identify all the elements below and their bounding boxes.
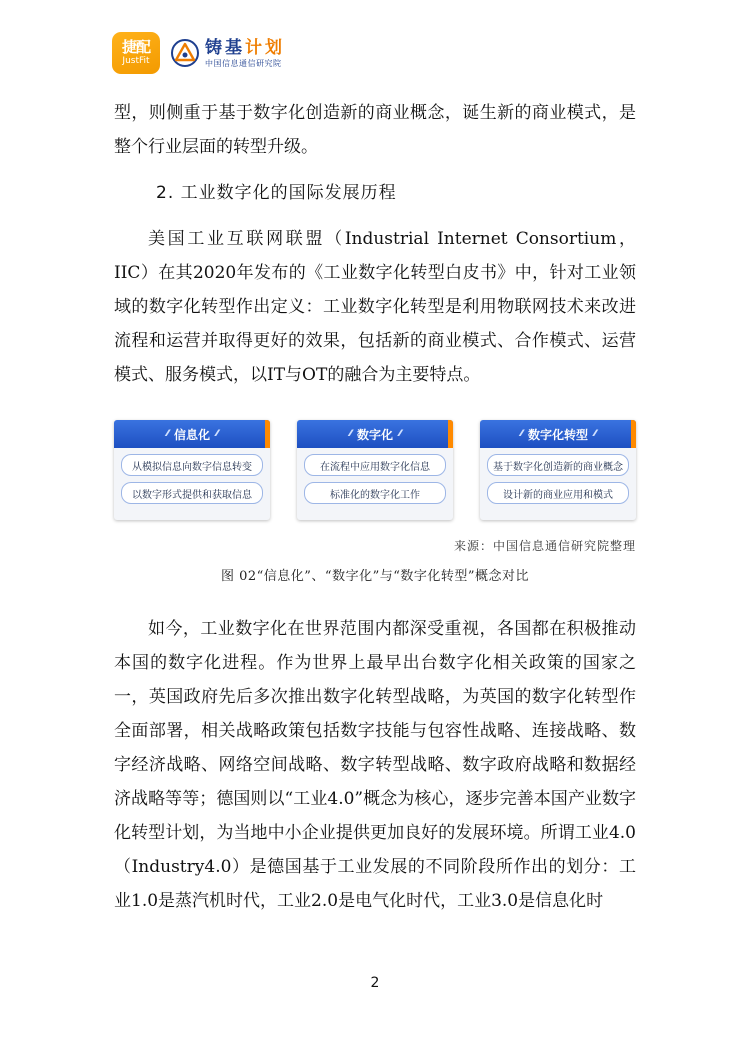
card-item: 标准化的数字化工作: [304, 482, 446, 504]
deco-lines-icon: ⁄⁄⁄: [520, 429, 522, 439]
section-heading: 2. 工业数字化的国际发展历程: [156, 183, 397, 203]
card-title: 信息化: [173, 427, 210, 442]
page-header: [112, 30, 285, 76]
card-header: [480, 420, 636, 448]
card-digitization: [297, 420, 453, 520]
justfit-logo-cn: 捷配: [121, 38, 150, 56]
zhuji-subtitle: 中国信息通信研究院: [205, 58, 282, 68]
card-item: 基于数字化创造新的商业概念: [487, 454, 629, 476]
justfit-logo-en: JustFit: [122, 56, 150, 66]
zhuji-title-b: 计划: [245, 37, 285, 58]
accent-bar: [631, 420, 636, 448]
zhuji-title: [205, 38, 285, 58]
card-item: 从模拟信息向数字信息转变: [121, 454, 263, 476]
deco-lines-icon: ⁄⁄⁄: [399, 429, 401, 439]
card-title: 数字化: [356, 427, 393, 442]
accent-bar: [265, 420, 270, 448]
card-item: 设计新的商业应用和模式: [487, 482, 629, 504]
concept-figure: [114, 420, 636, 522]
accent-bar: [448, 420, 453, 448]
page-number: 2: [370, 975, 380, 991]
card-title: 数字化转型: [527, 427, 588, 442]
card-item: 在流程中应用数字化信息: [304, 454, 446, 476]
card-item: 以数字形式提供和获取信息: [121, 482, 263, 504]
card-header: [297, 420, 453, 448]
deco-lines-icon: ⁄⁄⁄: [349, 429, 351, 439]
figure-source: 来源：中国信息通信研究院整理: [453, 539, 636, 553]
justfit-logo: [112, 32, 160, 74]
figure-caption: 图 02“信息化”、“数字化”与“数字化转型”概念对比: [220, 569, 530, 584]
zhuji-mark-icon: [170, 38, 200, 68]
deco-lines-icon: ⁄⁄⁄: [166, 429, 168, 439]
deco-lines-icon: ⁄⁄⁄: [216, 429, 218, 439]
paragraph-3: 如今，工业数字化在世界范围内都深受重视，各国都在积极推动本国的数字化进程。作为世界上最早出台数字化相关政策的国家之一，英国政府先后多次推出数字化转型战略，为英国的数字化转型作全面部署，相关战略政策包括数字技能与包容性战略、连接战略、数字经济战略、网络空间战略、数字转型战略、数字政府战略和数据经济战略等等；德国则以“工业4.0”概念为核心，逐步完善本国产业数字化转型计划，为当地中小企业提供更加良好的发展环境。所谓工业4.0（Industry4.0）是德国基于工业发展的不同阶段所作出的划分：工业1.0是蒸汽机时代，工业2.0是电气化时代，工业3.0是信息化时: [114, 619, 636, 911]
card-header: [114, 420, 270, 448]
card-informatization: [114, 420, 270, 520]
zhuji-title-a: 铸基: [205, 37, 245, 58]
paragraph-1: 型，则侧重于基于数字化创造新的商业概念，诞生新的商业模式，是整个行业层面的转型升级。: [114, 103, 636, 157]
zhuji-logo: [170, 38, 285, 69]
paragraph-2: 美国工业互联网联盟（Industrial Internet Consortium，IIC）在其2020年发布的《工业数字化转型白皮书》中，针对工业领域的数字化转型作出定义：工业数字化转型是利用物联网技术来改进流程和运营并取得更好的效果，包括新的商业模式、合作模式、运营模式、服务模式，以IT与OT的融合为主要特点。: [114, 229, 636, 385]
card-digital-transformation: [480, 420, 636, 520]
deco-lines-icon: ⁄⁄⁄: [594, 429, 596, 439]
